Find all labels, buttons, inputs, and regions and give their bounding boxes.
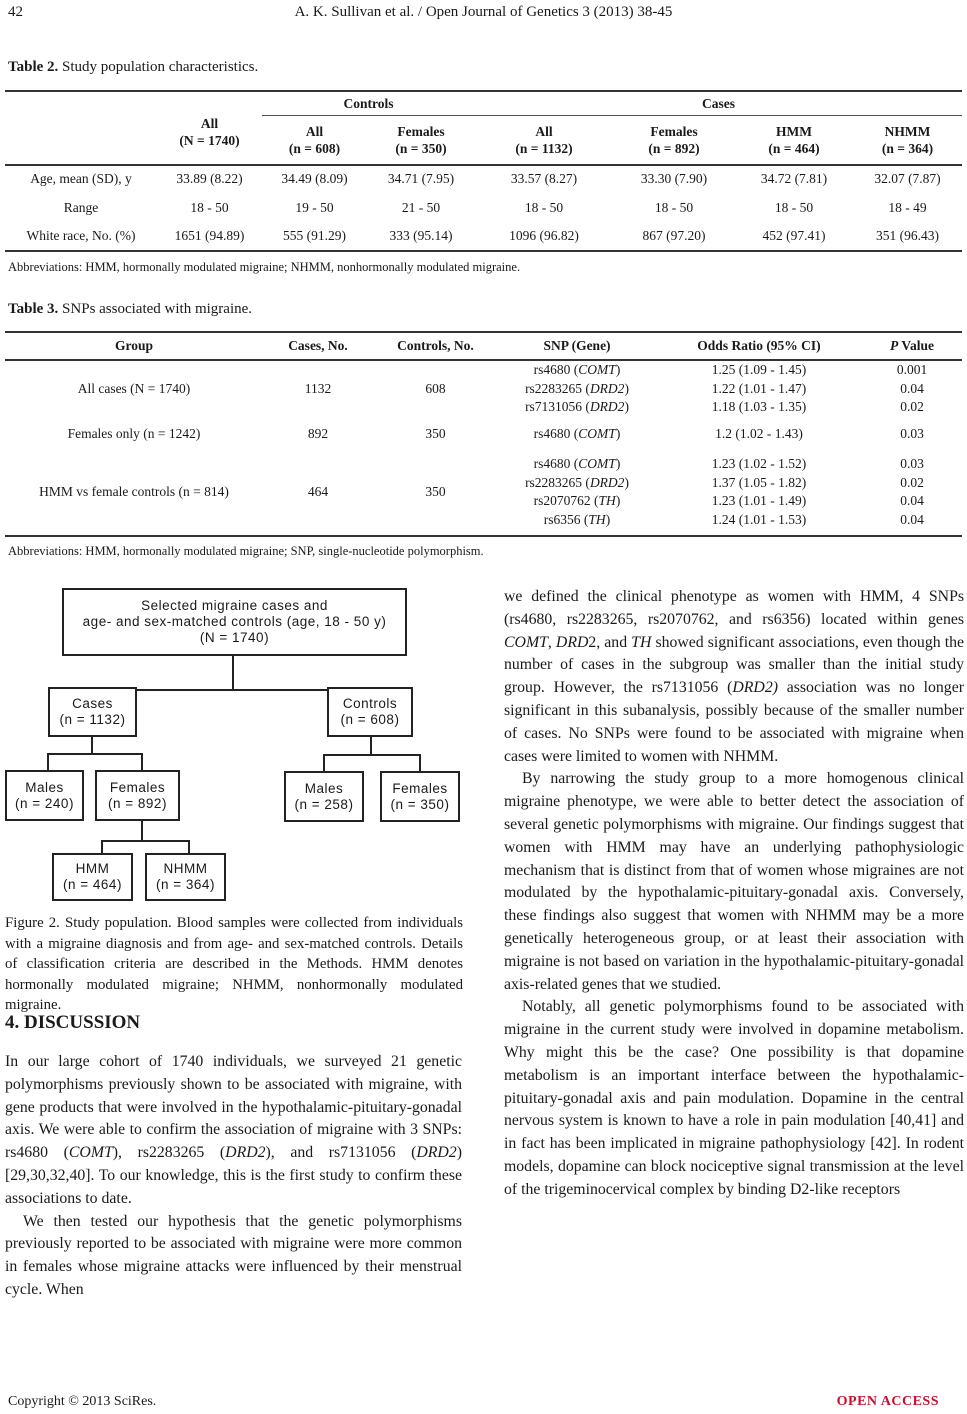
figure2-flowchart	[5, 583, 463, 903]
table3-header-controls: Controls, No.	[397, 338, 474, 353]
table2-col-header: NHMM (n = 364)	[881, 124, 934, 156]
table2-caption-text: Study population characteristics.	[58, 59, 259, 75]
table2-cell: 21 - 50	[401, 200, 441, 215]
table3-p: 0.001 0.04 0.02	[896, 362, 928, 415]
table2-row	[5, 164, 962, 194]
table3-snps	[498, 419, 656, 449]
table2-cell: 34.49 (8.09)	[281, 171, 348, 186]
table3-header-or: Odds Ratio (95% CI)	[697, 338, 821, 353]
table2-cell: 18 - 50	[774, 200, 814, 215]
table3-snps	[498, 359, 656, 419]
table3-or: 1.25 (1.09 - 1.45) 1.22 (1.01 - 1.47) 1.18 (1.03 - 1.35)	[711, 362, 807, 415]
running-title: A. K. Sullivan et al. / Open Journal of Genetics 3 (2013) 38-45	[294, 4, 673, 20]
table3-header-p: P Value	[890, 338, 934, 353]
table2-cell: 351 (96.43)	[876, 228, 939, 243]
table2-cell: 33.57 (8.27)	[510, 171, 578, 186]
left-column	[5, 1051, 462, 1302]
flow-cases-box: Cases (n = 1132)	[48, 687, 137, 737]
section-heading: 4. DISCUSSION	[5, 1012, 141, 1033]
table2-cell: 19 - 50	[295, 200, 334, 215]
paragraph-2: We then tested our hypothesis that the genetic polymorphisms previously reported to be associated with migraine were more common in females whose migraine attacks were influenced by their menstrual cycle. When	[5, 1212, 462, 1298]
flow-males-cases-box: Males (n = 240)	[5, 770, 84, 821]
table3-bottom-rule	[5, 535, 962, 537]
table3-or: 1.2 (1.02 - 1.43)	[715, 425, 803, 441]
table2-col-header: Females (n = 892)	[648, 124, 700, 156]
table3-controls: 350	[425, 483, 446, 499]
snp-entry: rs4680 (COMT)	[533, 362, 621, 378]
figure2-caption	[5, 913, 463, 1016]
table2-cell: 33.30 (7.90)	[640, 171, 708, 186]
snp-entry: rs4680 (COMT)	[533, 456, 621, 471]
flow-hmm-box: HMM (n = 464)	[52, 853, 133, 901]
table2-col-header: All (n = 1132)	[515, 124, 573, 156]
table3-caption	[8, 301, 252, 318]
table3-caption-label: Table 3.	[8, 301, 59, 317]
table3-or: 1.23 (1.02 - 1.52) 1.37 (1.05 - 1.82) 1.23 (1.01 - 1.49) 1.24 (1.01 - 1.53)	[711, 456, 807, 527]
table2-cell: 333 (95.14)	[389, 228, 453, 243]
table2-cell: 32.07 (7.87)	[874, 171, 941, 186]
table2-cell: 452 (97.41)	[762, 228, 826, 243]
footer-copyright: Copyright © 2013 SciRes.	[8, 1394, 157, 1409]
table2-caption-label: Table 2.	[8, 59, 59, 75]
table2-col-header: HMM (n = 464)	[768, 124, 820, 156]
table2-group-controls: Controls	[343, 96, 394, 111]
table2-cell: 34.72 (7.81)	[760, 171, 828, 186]
snp-entry: rs2283265 (DRD2)	[525, 474, 629, 490]
flow-nhmm-box: NHMM (n = 364)	[145, 853, 226, 901]
page-number: 42	[8, 4, 23, 20]
table3-row	[5, 419, 962, 449]
snp-entry: rs2283265 (DRD2)	[525, 380, 629, 396]
table3-group: All cases (N = 1740)	[77, 380, 191, 396]
table3-p: 0.03 0.02 0.04 0.04	[900, 456, 924, 527]
table2-col-header: Females (n = 350)	[395, 124, 447, 156]
table2-row-label: Age, mean (SD), y	[30, 171, 132, 186]
flow-females-cases-box: Females (n = 892)	[95, 770, 180, 821]
table2-cell: 18 - 49	[888, 200, 927, 215]
snp-entry: rs7131056 (DRD2)	[525, 399, 629, 415]
right-column	[504, 586, 964, 1202]
snp-entry: rs2070762 (TH)	[533, 493, 621, 508]
table3-row	[5, 359, 962, 419]
table2-cell: 34.71 (7.95)	[387, 171, 455, 186]
figure2-caption-text: Study population. Blood samples were collected from individuals with a migraine diagnosis and from age- and sex-matched controls. Details of classification criteria are described in the Methods. HMM denotes hormonally modulated migraine; NHMM, nonhormonally modulated migraine.	[5, 915, 464, 1013]
table3-p: 0.03	[900, 425, 924, 441]
table3	[5, 333, 962, 535]
table2-cell: 18 - 50	[654, 200, 694, 215]
table3-group: HMM vs female controls (n = 814)	[39, 483, 229, 499]
snp-entry: rs6356 (TH)	[543, 511, 611, 527]
table2-cell: 1096 (96.82)	[509, 228, 579, 243]
table3-header-cases: Cases, No.	[288, 338, 348, 353]
table2-cell: 555 (91.29)	[283, 228, 346, 243]
table2-col-all: All (N = 1740)	[179, 116, 240, 148]
table2-row	[5, 222, 962, 250]
paragraph-5: Notably, all genetic polymorphisms found to be associated with migraine in the current study were involved in dopamine metabolism. Why might this be the case? One possibility is that dopamine metabolism is an important interface between the hypothalamic-pituitary-gonadal axis and pain modulation. Dopamine in the central nervous system is known to have a role in pain modulation [40,41] and in fact has been implicated in migraine pathophysiology [42]. In rodent models, dopamine can block nociceptive signal transmission at the level of the trigeminocervical complex by binding D2-like receptors	[504, 998, 964, 1198]
paragraph-3: we defined the clinical phenotype as women with HMM, 4 SNPs (rs4680, rs2283265, rs2070762, and rs6356) located within genes COMT, DRD2, and TH showed significant associations, even though the number of cases in the subgroup was smaller than the initial study group. However, the rs7131056 (DRD2) association was no longer significant in this subanalysis, possibly because of the smaller number of cases. No SNPs were found to be associated with migraine when cases were limited to women with NHMM.	[504, 588, 964, 765]
figure2-caption-label: Figure 2.	[5, 915, 60, 931]
table3-header-group: Group	[114, 338, 153, 353]
paragraph-1: In our large cohort of 1740 individuals, we surveyed 21 genetic polymorphisms previously shown to be associated with migraine, with gene products that were involved in the hypothalamic-pituitary-gonadal axis. We were able to confirm the association of migraine with 3 SNPs: rs4680 (COMT), rs2283265 (DRD2), and rs7131056 (DRD2) [29,30,32,40]. To our knowledge, this is the first study to confirm these associations to date.	[5, 1053, 462, 1207]
table2-cell: 18 - 50	[524, 200, 564, 215]
flow-controls-box: Controls (n = 608)	[327, 687, 413, 737]
table2-row	[5, 194, 962, 222]
table3-snps	[498, 449, 656, 535]
table2-cell: 1651 (94.89)	[174, 228, 245, 243]
paragraph-4: By narrowing the study group to a more homogenous clinical migraine phenotype, we were able to better detect the association of several genetic polymorphisms with migraine. Our findings suggest that women with HMM may have an underlying pathophysiologic mechanism that is distinct from that of women whose migraines are not modulated by the hypothalamic-pituitary-gonadal axis. Conversely, these findings also suggest that women with NHMM may be a more genetically heterogeneous group, or at least their association with migraine is not based on variation in the hypothalamic-pituitary-gonadal axis-related genes that we studied.	[504, 770, 964, 993]
table2-abbreviations: Abbreviations: HMM, hormonally modulated migraine; NHMM, nonhormonally modulated migraine.	[8, 260, 521, 274]
table2-row-label: Range	[63, 200, 99, 215]
table3-abbreviations: Abbreviations: HMM, hormonally modulated migraine; SNP, single-nucleotide polymorphism.	[8, 544, 484, 558]
flow-root-box: Selected migraine cases and age- and sex-matched controls (age, 18 - 50 y) (N = 1740)	[62, 588, 407, 656]
table2-col-header: All (n = 608)	[288, 124, 341, 156]
table3-caption-text: SNPs associated with migraine.	[58, 301, 253, 317]
snp-entry: rs4680 (COMT)	[533, 425, 621, 441]
table3-cases: 1132	[304, 380, 332, 396]
table2-cell: 867 (97.20)	[642, 228, 706, 243]
table3-controls: 608	[425, 380, 446, 396]
table3-group: Females only (n = 1242)	[67, 425, 201, 441]
table3-header-snp: SNP (Gene)	[543, 338, 611, 353]
table3-cases: 464	[307, 483, 329, 499]
table3-cases: 892	[307, 425, 329, 441]
table2-group-cases: Cases	[702, 96, 735, 111]
table3-controls: 350	[425, 425, 446, 441]
table3-row	[5, 449, 962, 535]
flow-females-controls-box: Females (n = 350)	[380, 771, 460, 822]
table2-caption	[8, 59, 258, 76]
table2-cell: 33.89 (8.22)	[176, 171, 243, 186]
table2-cell: 18 - 50	[190, 200, 229, 215]
table2-bottom-rule	[5, 250, 962, 252]
flow-males-controls-box: Males (n = 258)	[284, 771, 364, 822]
table2	[5, 92, 962, 250]
footer-open-access: OPEN ACCESS	[836, 1394, 939, 1409]
table2-row-label: White race, No. (%)	[26, 228, 136, 243]
